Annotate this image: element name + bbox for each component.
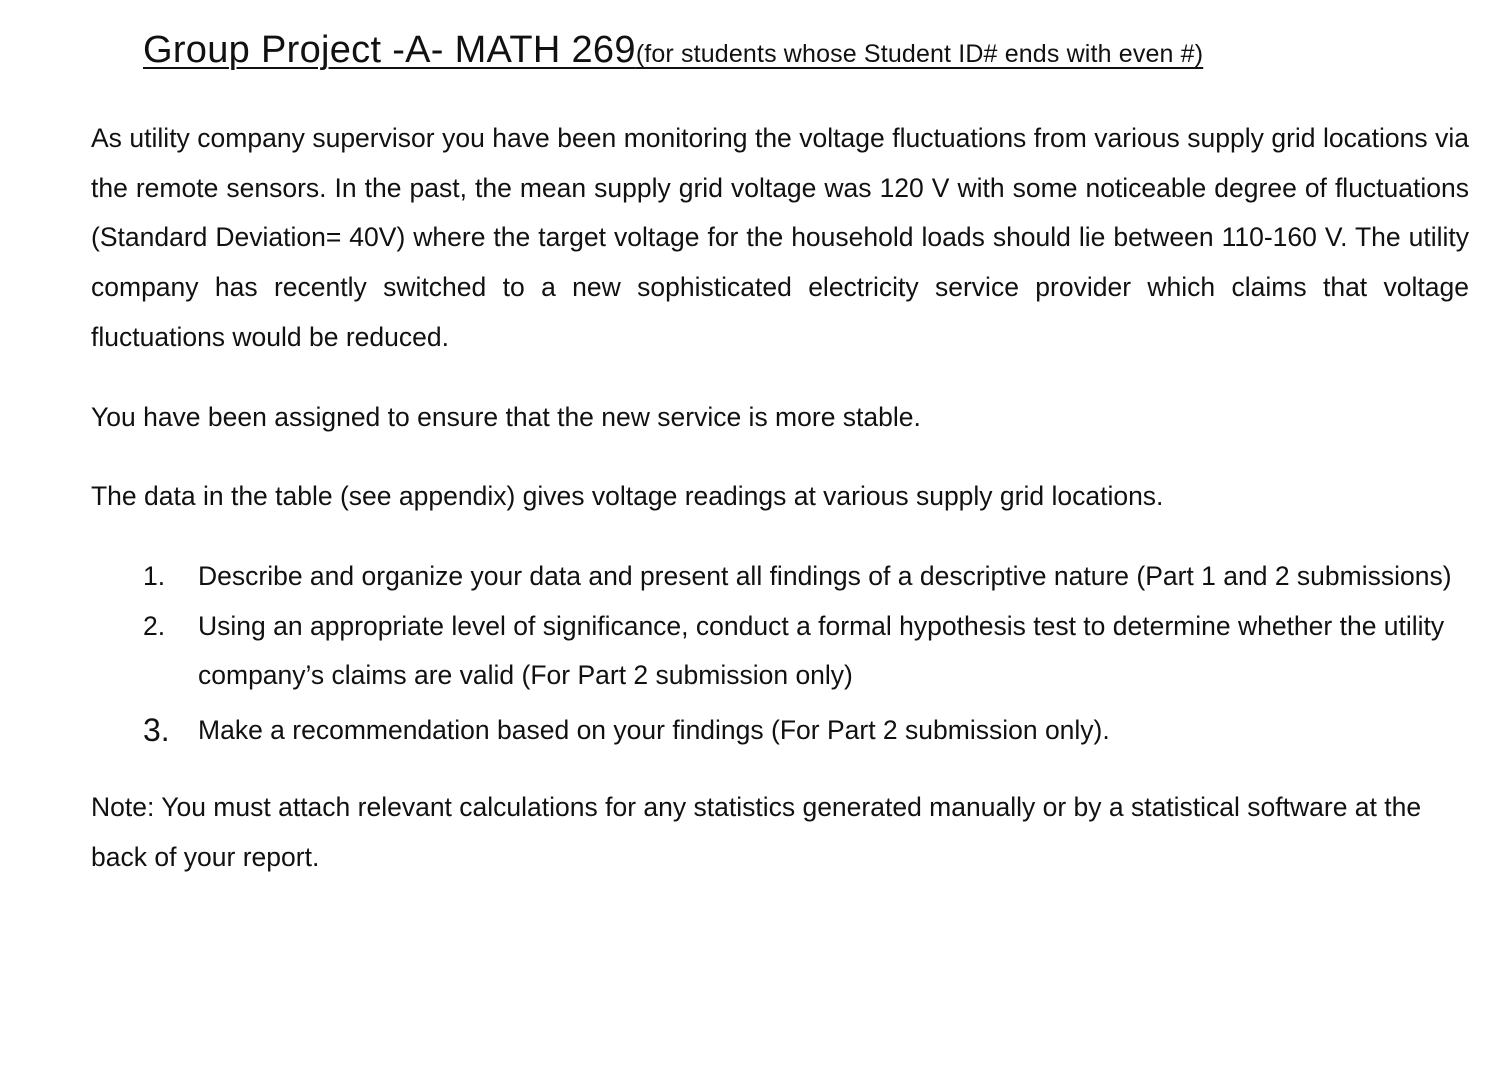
document-body <box>91 114 1469 882</box>
task-number: 2. <box>143 610 166 641</box>
note-paragraph: Note: You must attach relevant calculations for any statistics generated manually or by a statistical software at the back of your report. <box>91 792 1422 872</box>
task-item-1 <box>91 552 1469 602</box>
assignment-paragraph: You have been assigned to ensure that the new service is more stable. <box>91 401 921 432</box>
intro-paragraph: As utility company supervisor you have been monitoring the voltage fluctuations from various supply grid locations via the remote sensors. In the past, the mean supply grid voltage was 120 V with some noticeable degree of fluctuations (Standard Deviation= 40V) where the target voltage for the household loads should lie between 110-160 V. The utility company has recently switched to a new sophisticated electricity service provider which claims that voltage fluctuations would be reduced. <box>91 123 1469 352</box>
task-list <box>91 552 1469 759</box>
task-text: Using an appropriate level of significance, conduct a formal hypothesis test to determine whether the utility company’s claims are valid (For Part 2 submission only) <box>198 610 1445 691</box>
task-number: 3. <box>143 712 170 749</box>
title-subtitle: (for students whose Student ID# ends with even #) <box>635 40 1204 68</box>
task-text: Describe and organize your data and present all findings of a descriptive nature (Part 1 and 2 submissions) <box>198 560 1452 591</box>
task-number: 1. <box>143 560 166 591</box>
title-main: Group Project -A- MATH 269 <box>143 29 636 71</box>
data-paragraph: The data in the table (see appendix) gives voltage readings at various supply grid locations. <box>91 481 1164 512</box>
page-title <box>143 26 1203 82</box>
task-item-3 <box>91 701 1469 759</box>
task-item-2 <box>91 602 1469 701</box>
task-text: Make a recommendation based on your findings (For Part 2 submission only). <box>198 715 1110 746</box>
